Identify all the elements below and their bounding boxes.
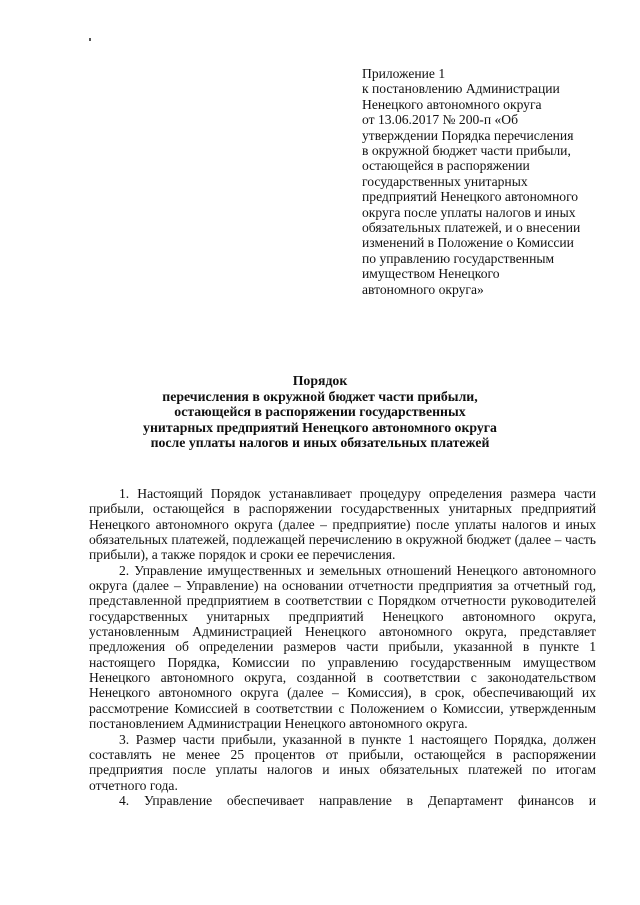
title-line: перечисления в окружной бюджет части прибыли, [162, 388, 478, 404]
appendix-line: предприятий Ненецкого автономного [362, 189, 579, 205]
paragraph-2: 2. Управление имущественных и земельных отношений Ненецкого автономного округа (далее – Управление) на основании отчетности предприятия за отчетный год, представленной предприятием в соответствии с Порядком отчетности руководителей государственных унитарных предприятий Ненецкого автономного округа, установленным Администрацией Ненецкого автономного округа, представляет предложения об определении размеров части прибыли, указанной в пункте 1 настоящего Порядка, Комиссии по управлению государственным имуществом Ненецкого автономного округа, созданной в соответствии с законодательством Ненецкого автономного округа (далее – Комиссия), в срок, обеспечивающий их рассмотрение Комиссией в соответствии с Положением о Комиссии, утвержденным постановлением Администрации Ненецкого автономного округа. [89, 562, 596, 732]
appendix-line: обязательных платежей, и о внесении [362, 220, 581, 236]
appendix-line: Ненецкого автономного округа [362, 96, 542, 112]
appendix-line: по управлению государственным [362, 250, 555, 266]
title-heading: Порядок [292, 373, 348, 388]
scan-speck [89, 38, 91, 41]
title-line: унитарных предприятий Ненецкого автономного округа [143, 419, 497, 435]
appendix-line: округа после уплаты налогов и иных [362, 204, 576, 220]
title-line: после уплаты налогов и иных обязательных платежей [150, 435, 490, 451]
document-title [60, 373, 580, 451]
appendix-line: остающейся в распоряжении [362, 158, 530, 174]
appendix-line: от 13.06.2017 № 200-п «Об [362, 112, 519, 128]
appendix-line: Приложение 1 [362, 66, 446, 81]
appendix-line: утверждении Порядка перечисления [362, 127, 574, 143]
paragraph-3: 3. Размер части прибыли, указанной в пункте 1 настоящего Порядка, должен составлять не менее 25 процентов от прибыли, остающейся в распоряжении предприятия после уплаты налогов и иных обязательных платежей по итогам отчетного года. [89, 731, 596, 793]
title-line: остающейся в распоряжении государственных [174, 404, 466, 420]
paragraph-1: 1. Настоящий Порядок устанавливает процедуру определения размера части прибыли, остающейся в распоряжении государственных унитарных предприятий Ненецкого автономного округа (далее – предприятие) после уплаты налогов и иных обязательных платежей, подлежащей перечислению в окружной бюджет (далее – часть прибыли), а также порядок и сроки ее перечисления. [89, 486, 596, 563]
appendix-line: государственных унитарных [362, 173, 528, 189]
appendix-line: автономного округа» [362, 281, 484, 297]
paragraph-4: 4. Управление обеспечивает направление в Департамент финансов и [119, 792, 596, 808]
appendix-line: изменений в Положение о Комиссии [362, 235, 574, 251]
document-body [89, 486, 596, 808]
appendix-line: к постановлению Администрации [362, 81, 560, 97]
appendix-note [362, 66, 612, 297]
appendix-line: имуществом Ненецкого [362, 266, 500, 282]
appendix-line: в окружной бюджет части прибыли, [362, 143, 571, 159]
